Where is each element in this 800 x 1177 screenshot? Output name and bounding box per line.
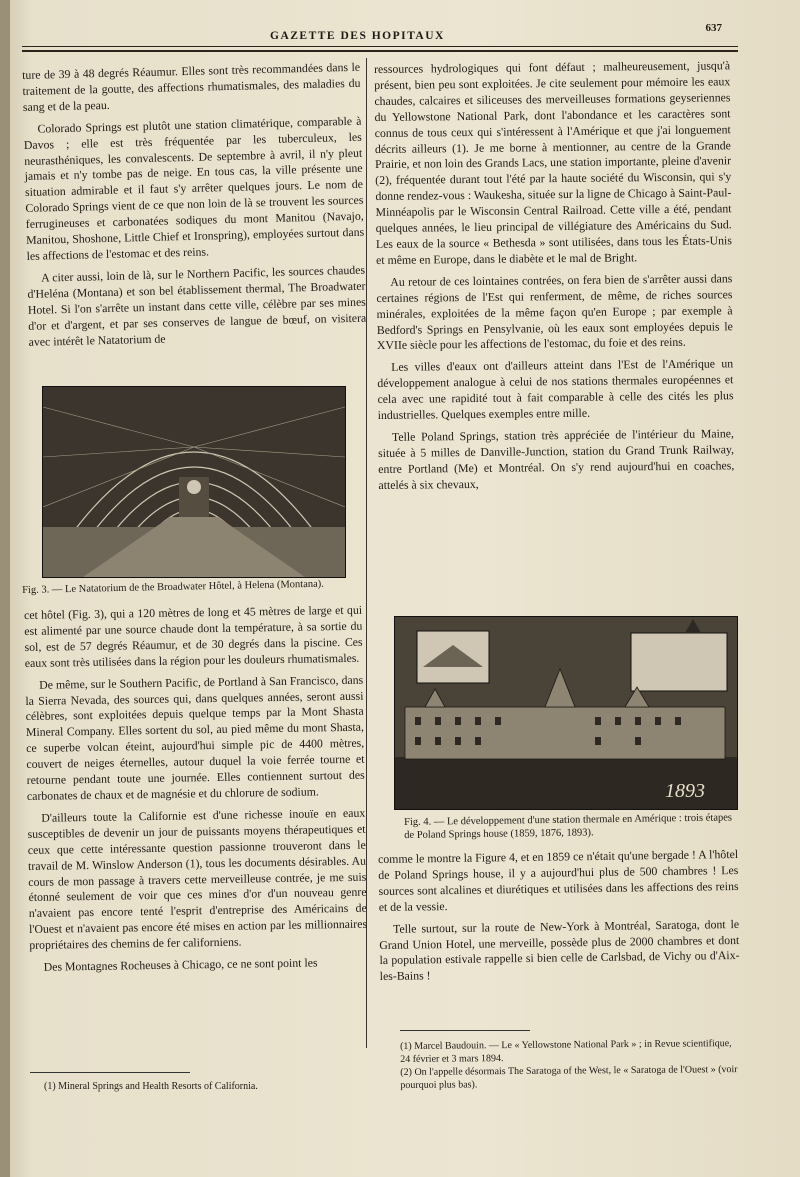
- figure-4-caption: Fig. 4. — Le développement d'une station thermale en Amérique : trois étapes de Poland Springs house (1859, 1876, 1893).: [404, 812, 733, 841]
- page-number: 637: [705, 22, 722, 34]
- paragraph: D'ailleurs toute la Californie est d'une richesse inouïe en eaux susceptibles de devenir un jour de puissants moyens thérapeutiques et ceux que cette intéressante question passionne trouveront dans le travail de M. Winslow Anderson (1), tous les documents désirables. Au cours de mon passage à travers cette merveilleuse contrée, je me suis étonné seulement de voir que ces mines d'or d'un nouveau genre n'avaient pas encore tenté l'esprit d'entreprise des Américains de l'Ouest et n'avaient pas encore été mises en action par les millionnaires propriétaires des chemins de fer californiens.: [27, 805, 368, 953]
- figure-poland-springs: [394, 616, 738, 810]
- footnote: (1) Marcel Baudouin. — Le « Yellowstone National Park » ; in Revue scientifique, 24 février et 3 mars 1894.: [400, 1038, 732, 1065]
- binding-edge: [0, 0, 10, 1177]
- paragraph: Telle surtout, sur la route de New-York à Montréal, Saratoga, dont le Grand Union Hotel, une merveille, possède plus de 2000 chambres et dont la population estivale rappelle si bien celle de Carlsbad, de Vichy ou d'Aix-les-Bains !: [379, 916, 740, 984]
- page-header: GAZETTE DES HOPITAUX: [270, 30, 445, 42]
- right-column-top: [374, 58, 735, 499]
- paragraph: ture de 39 à 48 degrés Réaumur. Elles sont très recommandées dans le traitement de la goutte, des affections rhumatismales, des maladies du sang et de la peau.: [22, 59, 361, 114]
- footnote-rule: [30, 1072, 190, 1073]
- figure-3-caption: Fig. 3. — Le Natatorium de the Broadwater Hôtel, à Helena (Montana).: [22, 578, 324, 596]
- paragraph: Des Montagnes Rocheuses à Chicago, ce ne sont point les: [43, 955, 318, 974]
- footnote: (2) On l'appelle désormais The Saratoga of the West, le « Saratoga de l'Ouest » (voir pourquoi plus bas).: [400, 1064, 738, 1091]
- right-column-bottom: [378, 847, 740, 991]
- paragraph: Au retour de ces lointaines contrées, on fera bien de s'arrêter aussi dans certaines régions de l'Est qui renferment, de même, de riches sources minérales, exploitées de la même façon qu'en Europe ; par exemple à Bedford's Springs en Pensylvanie, où les eaux sont employées depuis le XVIIe siècle pour les affections de l'estomac, du foie et des reins.: [376, 271, 733, 353]
- header-rule-thick: [22, 50, 738, 52]
- paragraph: Les villes d'eaux ont d'ailleurs atteint dans l'Est de l'Amérique un développement analogue à celui de nos stations thermales européennes et cela avec une rapidité tout à fait comparable à celle des cités les plus industrielles. Quelques exemples entre mille.: [377, 356, 734, 423]
- footnotes-right: [400, 1037, 740, 1092]
- paragraph: Colorado Springs est plutôt une station climatérique, comparable à Davos ; elle est très fréquentée par les tuberculeux, les neurasthéniques, les convalescents. De septembre à avril, il n'y pleut jamais et n'y tombe pas de neige. En tous cas, la ville présente une situation admirable et il faut s'y arrêter quelques jours. Le nom de Colorado Springs vient de ce que non loin de là se trouvent les sources ferrugineuses et carbonatées sodiques du mont Manitou (Navajo, Manitou, Shoshone, Little Chief et Ironspring), employées surtout dans les affections de l'estomac et des reins.: [23, 113, 365, 263]
- poland-springs-illustration: [395, 617, 737, 809]
- footnote-left: (1) Mineral Springs and Health Resorts of California.: [44, 1081, 258, 1092]
- paragraph: Telle Poland Springs, station très appréciée de l'intérieur du Maine, située à 5 milles de Danville-Junction, station du Grand Trunk Railway, entre Portland (Me) et Montréal. On s'y rend aujourd'hui en coaches, attelés à six chevaux,: [378, 426, 735, 492]
- left-column-top: [22, 60, 367, 357]
- figure-year: 1893: [665, 780, 705, 802]
- header-rule: [22, 46, 738, 47]
- paragraph: cet hôtel (Fig. 3), qui a 120 mètres de long et 45 mètres de large et qui est alimenté par une source chaude dont la température, à sa sortie du sol, est de 57 degrés Réaumur, et de 30 degrés dans la piscine. Ces eaux sont très utilisées dans la région pour les douleurs rhumatismales.: [24, 602, 363, 670]
- paragraph: ressources hydrologiques qui font défaut ; malheureusement, jusqu'à présent, bien peu sont exploitées. Je cite seulement pour mémoire les eaux chaudes, calcaires et siliceuses des merveilleuses formations geyseriennes du Yellowstone National Park, dont l'abondance et les caractères sont connus de tous ceux qui s'intéressent à l'Amérique et que j'ai longuement décrits ailleurs (1). Je me borne à mentionner, au centre de la Grande Prairie, et non loin des Grands Lacs, une station importante, pleine d'avenir (2), fréquentée durant tout l'été par la haute société du Wisconsin, qui s'y donne rendez-vous : Waukesha, située sur la ligne de Chicago à Saint-Paul-Minnéapolis par le Wisconsin Central Railroad. Cette ville a été, pendant quelques années, le lieu principal de villégiature des Américains du Sud. Les eaux de la source « Bethesda » sont utilisées, dans tous les États-Unis et même en Europe, dans le diabète et le mal de Bright.: [374, 58, 732, 267]
- footnote-rule: [400, 1030, 530, 1031]
- figure-natatorium: [42, 386, 346, 578]
- left-column-bottom: [24, 603, 368, 982]
- paragraph: De même, sur le Southern Pacific, de Portland à San Francisco, dans la Sierra Nevada, des sources qui, dans quelques années, seront aussi célèbres, sont exploitées depuis quelque temps par la Mont Shasta Mineral Company. Elles sortent du sol, au pied même du mont Shasta, ce superbe volcan éteint, aujourd'hui simple pic de 4400 mètres, couvert de neiges éternelles, autour duquel la voie ferrée tourne et retourne pendant toute une journée. Elles contiennent surtout des carbonates de chaux et de magnésie et du chlorure de sodium.: [25, 672, 365, 803]
- natatorium-illustration: [43, 387, 345, 577]
- paragraph: comme le montre la Figure 4, et en 1859 ce n'était qu'une bergade ! A l'hôtel de Poland Springs house, il y a aujourd'hui plus de 500 chambres ! Les sources sont alcalines et diurétiques et utilisées dans les affections des reins et de la vessie.: [378, 846, 739, 914]
- paragraph: A citer aussi, loin de là, sur le Northern Pacific, les sources chaudes d'Heléna (Montana) et son bel établissement thermal, The Broadwater Hotel. Si l'on s'arrête un instant dans cette ville, célèbre par ses mines d'or et d'argent, et par ses conserves de langue de bœuf, on visitera avec intérêt le Natatorium de: [27, 262, 367, 349]
